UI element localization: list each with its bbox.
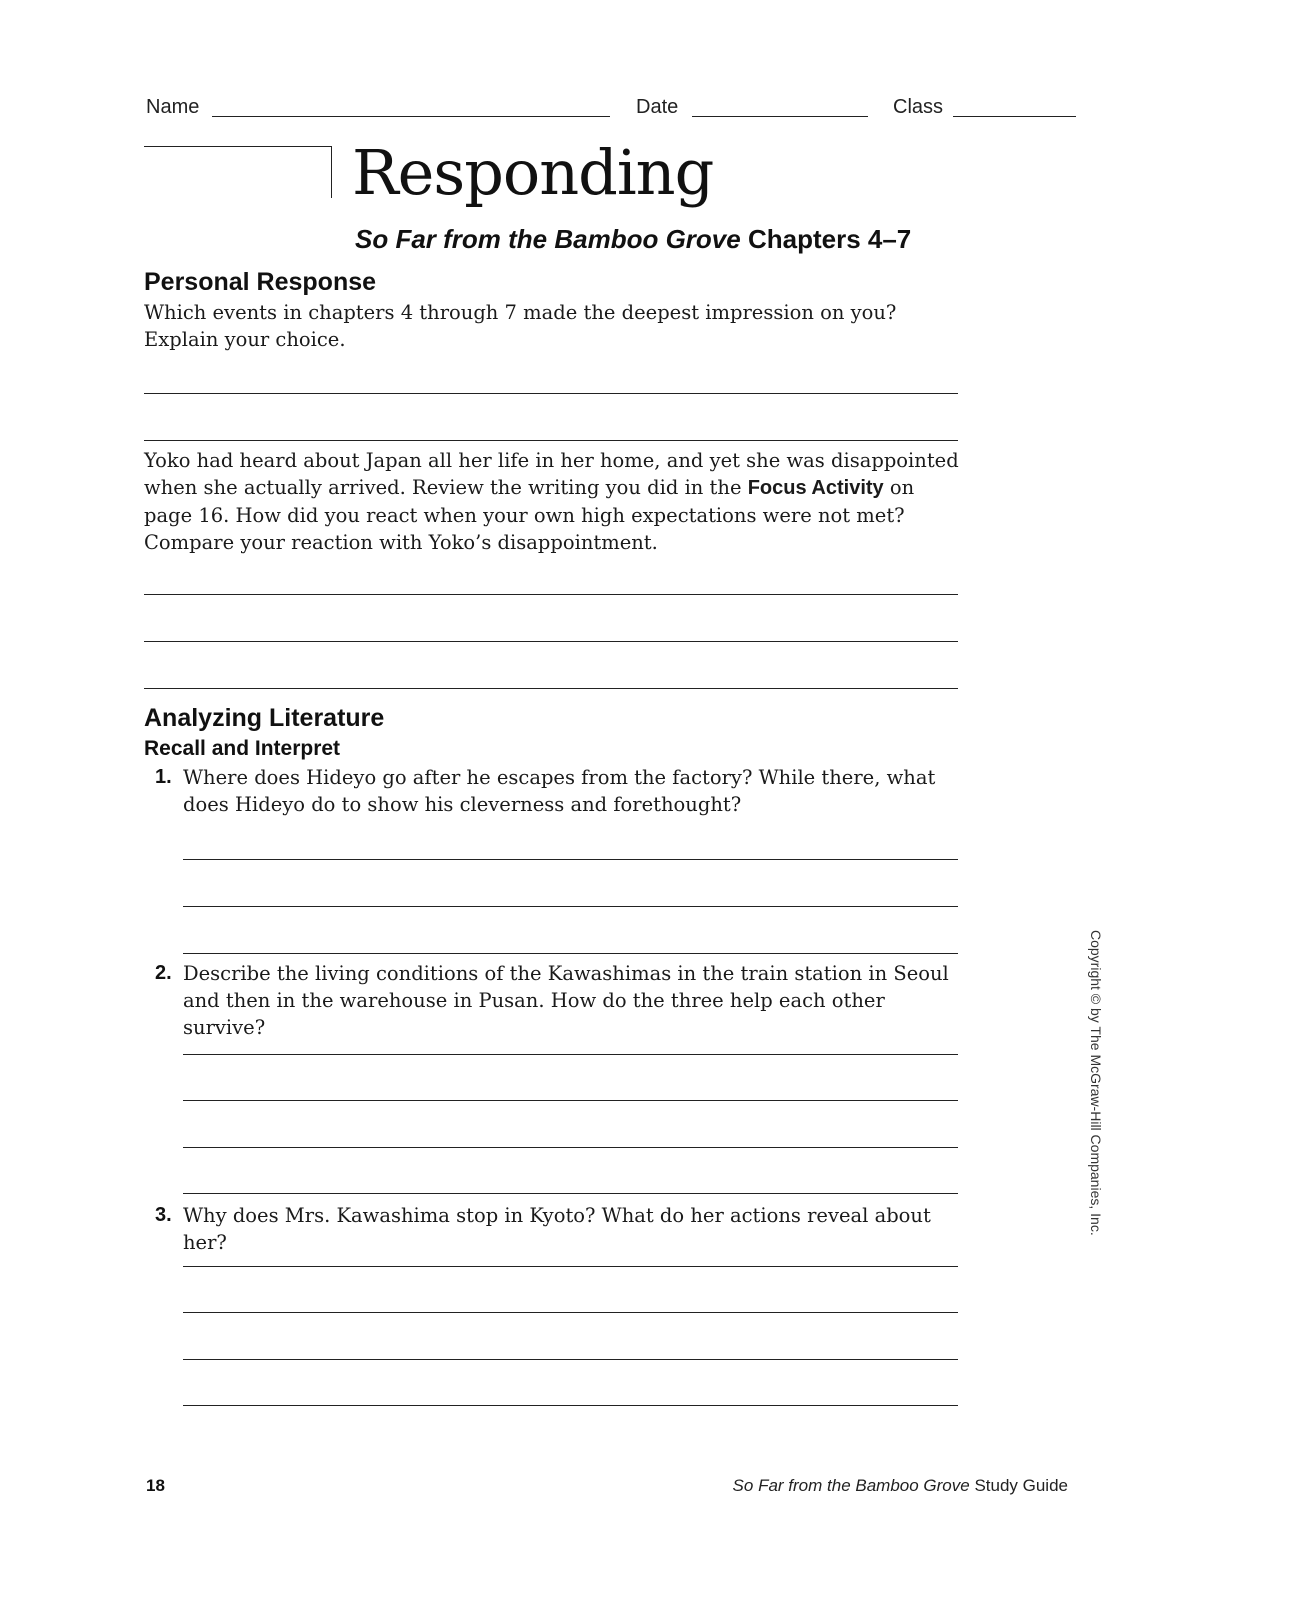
- answer-line[interactable]: [183, 1147, 958, 1148]
- question-number: 3.: [155, 1204, 172, 1226]
- answer-line[interactable]: [183, 953, 958, 954]
- focus-activity-label: Focus Activity: [747, 477, 884, 499]
- answer-line[interactable]: [183, 1266, 958, 1267]
- answer-line[interactable]: [183, 1100, 958, 1101]
- answer-line[interactable]: [144, 688, 958, 689]
- answer-line[interactable]: [144, 440, 958, 441]
- answer-line[interactable]: [183, 906, 958, 907]
- answer-line[interactable]: [144, 641, 958, 642]
- subtitle-book-title: So Far from the Bamboo Grove: [355, 224, 741, 254]
- answer-line[interactable]: [183, 1312, 958, 1313]
- class-field[interactable]: [953, 116, 1076, 117]
- page-subtitle: [355, 224, 911, 255]
- title-corner-rule-vertical: [331, 146, 332, 198]
- answer-line[interactable]: [183, 1359, 958, 1360]
- analyzing-literature-heading: Analyzing Literature: [144, 704, 385, 732]
- question-text: Why does Mrs. Kawashima stop in Kyoto? What do her actions reveal about her?: [183, 1204, 931, 1254]
- answer-line[interactable]: [144, 393, 958, 394]
- footer-study-guide: [733, 1476, 1068, 1496]
- question-number: 1.: [155, 766, 172, 788]
- footer-book-title: So Far from the Bamboo Grove: [732, 1476, 970, 1495]
- answer-line[interactable]: [144, 594, 958, 595]
- answer-line[interactable]: [183, 859, 958, 860]
- personal-response-heading: Personal Response: [144, 268, 377, 296]
- page-number: 18: [146, 1476, 165, 1495]
- personal-response-prompt-2: [144, 447, 964, 556]
- date-label: Date: [636, 96, 679, 118]
- name-field[interactable]: [212, 116, 610, 117]
- page-title: Responding: [352, 136, 714, 209]
- name-label: Name: [146, 96, 200, 118]
- personal-response-prompt-1: Which events in chapters 4 through 7 made the deepest impression on you? Explain your choice.: [144, 301, 897, 351]
- recall-interpret-heading: Recall and Interpret: [144, 737, 341, 760]
- date-field[interactable]: [692, 116, 868, 117]
- prompt-2-text-a: Yoko had heard about Japan all her life in her home, and yet she was disappointed when she actually arrived. Review the writing you did in the: [144, 449, 959, 499]
- prompt-2-text-b: on page 16. How did you react when your own high expectations were not met? Compare your reaction with Yoko’s disappointment.: [144, 476, 915, 554]
- answer-line[interactable]: [183, 1405, 958, 1406]
- question-text: Describe the living conditions of the Kawashimas in the train station in Seoul and then in the warehouse in Pusan. How do the three help each other survive?: [183, 962, 949, 1039]
- class-label: Class: [893, 96, 944, 118]
- question-number: 2.: [155, 962, 172, 984]
- title-corner-rule: [144, 146, 332, 147]
- question-text: Where does Hideyo go after he escapes from the factory? While there, what does Hideyo do to show his cleverness and forethought?: [183, 766, 936, 816]
- answer-line[interactable]: [183, 1193, 958, 1194]
- subtitle-chapters: Chapters 4–7: [747, 224, 912, 254]
- copyright-notice: Copyright © by The McGraw-Hill Companies, Inc.: [1088, 930, 1104, 1236]
- footer-guide-suffix: Study Guide: [974, 1476, 1068, 1495]
- answer-line[interactable]: [183, 1054, 958, 1055]
